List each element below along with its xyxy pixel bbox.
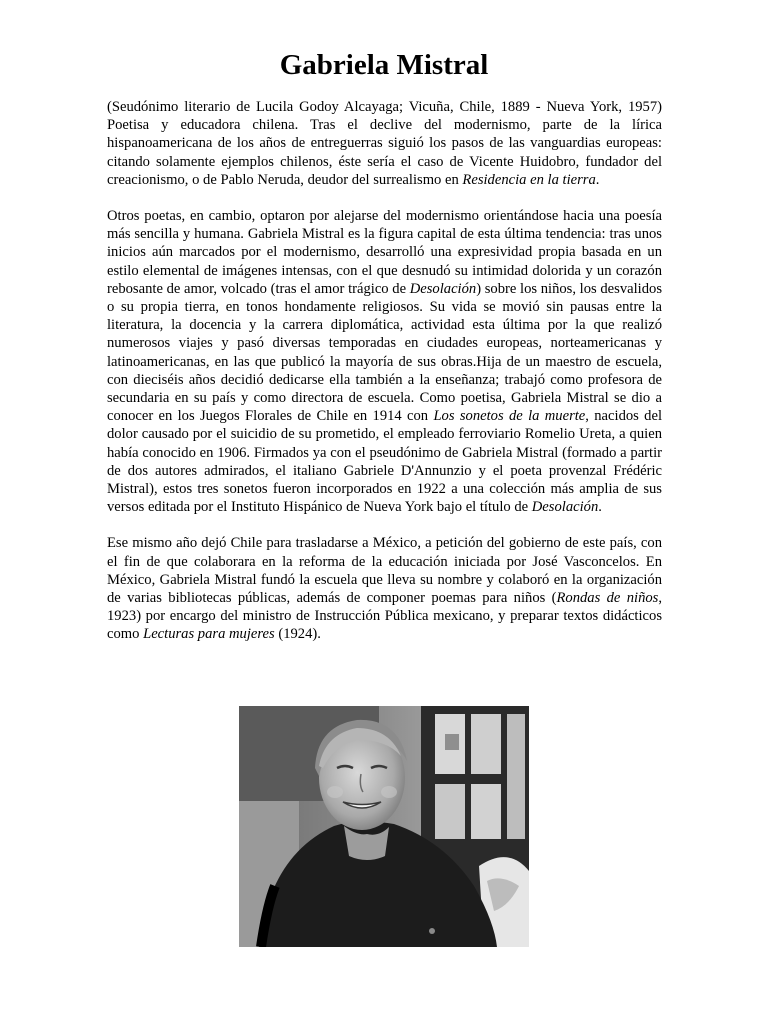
paragraph-text: (1924). (274, 626, 321, 643)
italic-title-text: Lecturas para mujeres (143, 626, 275, 643)
italic-title-text: Desolación (531, 499, 599, 516)
paragraph-text: . (598, 499, 602, 516)
paragraph (107, 534, 662, 643)
paragraph-text: (Seudónimo literario de Lucila Godoy Alcayaga; Vicuña, Chile, 1889 - Nueva York, 1957) Poetisa y educadora chilena. Tras el declive del modernismo, parte de la lírica hispanoamericana de los años de entreguerras siguió los pasos de las vanguardias europeas: citando solamente ejemplos chilenos, éste sería el caso de Vicente Huidobro, fundador del creacionismo, o de Pablo Neruda, deudor del surrealismo en (107, 99, 662, 188)
portrait-photo (239, 706, 529, 947)
paragraph-text: ) sobre los niños, los desvalidos o su propia tierra, en tonos hondamente religiosos. Su vida se movió sin pausas entre la literatura, la docencia y la carrera diplomática, actividad esta última por la que realizó numerosos viajes y pasó diversas temporadas en ciudades europeas, norteamericanas y latinoamericanas, en las que publicó la mayoría de sus obras.Hija de un maestro de escuela, con dieciséis años decidió dedicarse ella también a la enseñanza; trabajó como profesora de secundaria en su país y como directora de escuela. Como poetisa, Gabriela Mistral se dio a conocer en los Juegos Florales de Chile en 1914 con (107, 280, 662, 425)
paragraph-text: Ese mismo año dejó Chile para trasladarse a México, a petición del gobierno de este país, con el fin de que colaborara en la reforma de la educación iniciada por José Vasconcelos. En México, Gabriela Mistral fundó la escuela que lleva su nombre y colaboró en la organización de varias bibliotecas públicas, además de componer poemas para niños ( (107, 535, 662, 607)
paragraph-text: , 1923) por encargo del ministro de Instrucción Pública mexicano, y preparar textos didácticos como (107, 590, 662, 643)
paragraph-text: , nacidos del dolor causado por el suicidio de su prometido, el empleado ferroviario Romelio Ureta, a quien había conocido en 1906. Firmados ya con el pseudónimo de Gabriela Mistral (formado a partir de dos autores admirados, el italiano Gabriele D'Annunzio y el poeta provenzal Frédéric Mistral), estos tres sonetos fueron incorporados en 1922 a una colección más amplia de sus versos editada por el Instituto Hispánico de Nueva York bajo el título de (107, 408, 662, 516)
italic-title-text: Rondas de niños (556, 590, 659, 607)
paragraph-text: Otros poetas, en cambio, optaron por alejarse del modernismo orientándose hacia una poesía más sencilla y humana. Gabriela Mistral es la figura capital de esta última tendencia: tras unos inicios aún marcados por el modernismo, desarrolló una expresividad propia basada en un estilo elemental de imágenes intensas, con el que desnudó su intimidad dolorida y un corazón rebosante de amor, volcado (tras el amor trágico de (107, 208, 662, 297)
italic-title-text: Los sonetos de la muerte (433, 408, 586, 425)
paragraph (107, 207, 662, 516)
page-title: Gabriela Mistral (279, 49, 489, 81)
italic-title-text: Residencia en la tierra (462, 171, 596, 188)
body-text (107, 98, 662, 662)
italic-title-text: Desolación (409, 280, 477, 297)
paragraph (107, 98, 662, 189)
paragraph-text: . (595, 171, 600, 188)
